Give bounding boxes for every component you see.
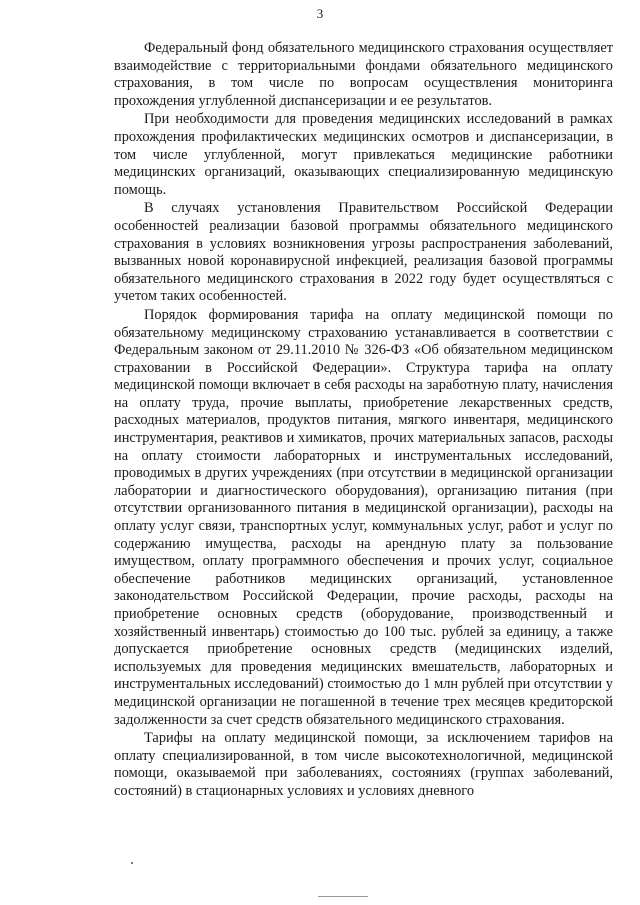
paragraph-covid-features: В случаях установления Правительством Российской Федерации особенностей реализации базовой программы обязательного медицинского страхования в условиях возникновения угрозы распространения заболеваний, вызванных новой коронавирусной инфекцией, реализация базовой программы обязательного медицинского страхования в 2022 году будет осуществляться с учетом таких особенностей. [114,200,613,305]
paragraph-tariff-structure: Порядок формирования тарифа на оплату медицинской помощи по обязательному медицинскому страхованию устанавливается в соответствии с Федеральным законом от 29.11.2010 № 326-ФЗ «Об обязательном медицинском страховании в Российской Федерации». Структура тарифа на оплату медицинской помощи включает в себя расходы на заработную плату, начисления на оплату труда, прочие выплаты, приобретение лекарственных средств, расходных материалов, продуктов питания, мягкого инвентаря, медицинского инструментария, реактивов и химикатов, прочих материальных запасов, расходы на оплату стоимости лабораторных и инструментальных исследований, проводимых в других учреждениях (при отсутствии в медицинской организации лаборатории и диагностического оборудования), организацию питания (при отсутствии организованного питания в медицинской организации), расходы на оплату услуг связи, транспортных услуг, коммунальных услуг, работ и услуг по содержанию имущества, расходы на арендную плату за пользование имуществом, оплату программного обеспечения и прочих услуг, социальное обеспечение работников медицинских организаций, установленное законодательством Российской Федерации, прочие расходы, расходы на приобретение основных средств (оборудование, производственный и хозяйственный инвентарь) стоимостью до 100 тыс. рублей за единицу, а также допускается приобретение основных средств (медицинских изделий, используемых для проведения медицинских вмешательств, лабораторных и инструментальных исследований) стоимостью до 1 млн рублей при отсутствии у медицинской организации не погашенной в течение трех месяцев кредиторской задолженности за счет средств обязательного медицинского страхования. [114,306,613,728]
paragraph-ffoms-interaction: Федеральный фонд обязательного медицинского страхования осуществляет взаимодействие с территориальными фондами обязательного медицинского страхования, в том числе по вопросам осуществления мониторинга прохождения углубленной диспансеризации и ее результатов. [114,40,613,109]
scan-artifact-line [318,896,368,897]
scan-artifact-dot [131,862,133,864]
paragraph-tariffs-exceptions: Тарифы на оплату медицинской помощи, за исключением тарифов на оплату специализированной, в том числе высокотехнологичной, медицинской помощи, оказываемой при заболеваниях, состояниях (группах заболеваний, состояний) в стационарных условиях и условиях дневного [114,730,613,799]
paragraph-medical-workers: При необходимости для проведения медицинских исследований в рамках прохождения профилактических медицинских осмотров и диспансеризации, в том числе углубленной, могут привлекаться медицинские работники медицинских организаций, оказывающих специализированную медицинскую помощь. [114,111,613,198]
page-number: 3 [316,6,324,21]
document-body [114,40,613,801]
